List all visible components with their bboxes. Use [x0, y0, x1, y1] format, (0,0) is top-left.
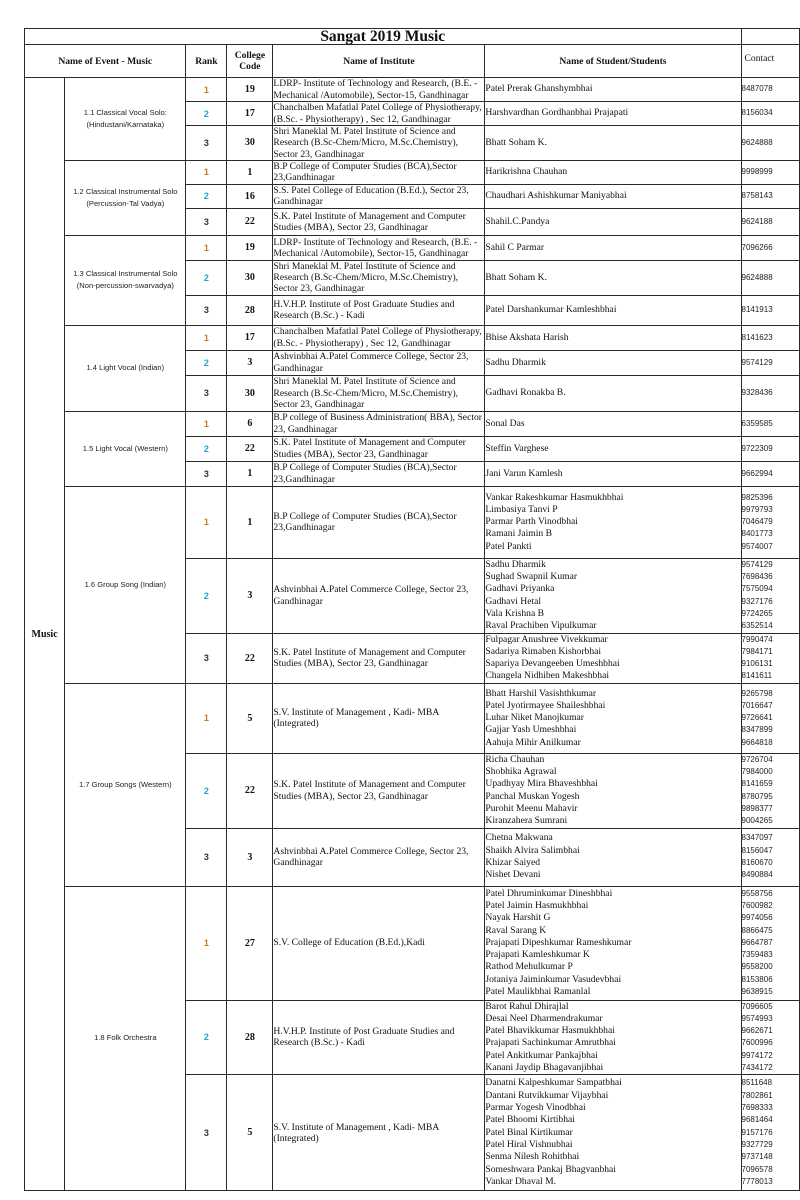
student-name: Gadhavi Priyanka	[485, 583, 555, 595]
student-name: Vala Krishna B	[485, 607, 545, 619]
students-cell	[485, 1075, 741, 1191]
student-name: Jani Varun Kamlesh	[485, 467, 563, 479]
rank-cell: 2	[186, 1000, 227, 1075]
college-code-cell: 1	[227, 486, 273, 558]
student-name: Harshvardhan Gordhanbhai Prajapati	[485, 107, 629, 119]
institute-cell: B.P College of Computer Studies (BCA),Sector 23,Gandhinagar	[273, 160, 485, 184]
institute-cell: S.S. Patel College of Education (B.Ed.), Sector 23, Gandhinagar	[273, 184, 485, 208]
college-code-cell: 28	[227, 295, 273, 325]
header-college-code: College Code	[227, 45, 273, 78]
contact-number: 9825396	[741, 492, 773, 502]
college-code-cell: 19	[227, 235, 273, 260]
contact-number: 8141659	[741, 779, 773, 789]
contact-number: 8347899	[741, 725, 773, 735]
contact-cell	[741, 886, 800, 1000]
college-code-cell: 30	[227, 260, 273, 295]
rank-cell: 3	[186, 208, 227, 235]
college-code-cell: 3	[227, 350, 273, 375]
institute-cell: LDRP- Institute of Technology and Research, (B.E. - Mechanical /Automobile), Sector-15, Gandhinagar	[273, 235, 485, 260]
student-name: Bhatt Harshil Vasishthkumar	[485, 687, 597, 699]
student-name: Gajjar Yash Umeshbhai	[485, 724, 577, 736]
student-name: Richa Chauhan	[485, 753, 545, 765]
contact-number: 9327729	[741, 1139, 773, 1149]
contact-cell	[741, 184, 800, 208]
contact-number: 7984171	[741, 646, 773, 656]
rank-cell: 1	[186, 486, 227, 558]
contact-number: 8758143	[741, 191, 773, 201]
institute-cell: Shri Maneklal M. Patel Institute of Science and Research (B.Sc-Chem/Micro, M.Sc.Chemistry), Sector 23, Gandhinagar	[273, 375, 485, 411]
contact-cell	[741, 260, 800, 295]
students-cell	[485, 126, 741, 161]
rank-cell: 1	[186, 411, 227, 436]
student-name: Harikrishna Chauhan	[485, 166, 568, 178]
student-name: Kanani Jaydip Bhagavanjibhai	[485, 1062, 604, 1074]
contact-cell	[741, 102, 800, 126]
contact-number: 8487078	[741, 84, 773, 94]
title-spacer-cell	[741, 29, 800, 45]
contact-cell	[741, 436, 800, 461]
college-code-cell: 1	[227, 461, 273, 486]
institute-cell: Shri Maneklal M. Patel Institute of Science and Research (B.Sc-Chem/Micro, M.Sc.Chemistry), Sector 23, Gandhinagar	[273, 126, 485, 161]
rank-cell: 1	[186, 325, 227, 350]
student-name: Parmar Yogesh Vinodbhai	[485, 1102, 586, 1114]
student-name: Shahil.C.Pandya	[485, 215, 550, 227]
institute-cell: Ashvinbhai A.Patel Commerce College, Sector 23, Gandhinagar	[273, 350, 485, 375]
contact-cell	[741, 375, 800, 411]
institute-cell: S.V. Institute of Management , Kadi- MBA (Integrated)	[273, 1075, 485, 1191]
college-code-cell: 6	[227, 411, 273, 436]
results-table	[24, 28, 800, 1191]
table-row	[25, 486, 800, 558]
student-name: Patel Jaimin Hasmukhbhai	[485, 899, 589, 911]
student-name: Senma Nilesh Rohitbhai	[485, 1151, 580, 1163]
contact-number: 7698333	[741, 1103, 773, 1113]
institute-cell: Chanchalben Mafatlal Patel College of Physiotherapy, (B.Sc. - Physiotherapy) , Sec 12, Gandhinagar	[273, 102, 485, 126]
contact-number: 9979793	[741, 504, 773, 514]
contact-number: 7990474	[741, 634, 773, 644]
contact-number: 9004265	[741, 816, 773, 826]
contact-number: 7359483	[741, 950, 773, 960]
rank-cell: 3	[186, 828, 227, 886]
students-cell	[485, 208, 741, 235]
student-name: Vankar Rakeshkumar Hasmukhbhai	[485, 491, 624, 503]
header-event: Name of Event - Music	[25, 45, 186, 78]
college-code-cell: 5	[227, 1075, 273, 1191]
institute-cell: H.V.H.P. Institute of Post Graduate Studies and Research (B.Sc.) - Kadi	[273, 1000, 485, 1075]
students-cell	[485, 78, 741, 102]
header-rank: Rank	[186, 45, 227, 78]
contact-cell	[741, 126, 800, 161]
student-name: Changela Nidhiben Makeshbhai	[485, 670, 610, 682]
table-row	[25, 235, 800, 260]
college-code-cell: 16	[227, 184, 273, 208]
contact-number: 7600982	[741, 900, 773, 910]
contact-cell	[741, 160, 800, 184]
rank-cell: 1	[186, 78, 227, 102]
rank-cell: 2	[186, 102, 227, 126]
students-cell	[485, 436, 741, 461]
table-row	[25, 683, 800, 753]
rank-cell: 3	[186, 461, 227, 486]
students-cell	[485, 461, 741, 486]
contact-number: 9974172	[741, 1050, 773, 1060]
contact-number: 8160670	[741, 858, 773, 868]
table-row	[25, 78, 800, 102]
contact-number: 8511648	[741, 1078, 773, 1088]
contact-number: 7046479	[741, 517, 773, 527]
student-name: Jotaniya Jaiminkumar Vasudevbhai	[485, 973, 622, 985]
students-cell	[485, 828, 741, 886]
college-code-cell: 27	[227, 886, 273, 1000]
contact-cell	[741, 411, 800, 436]
contact-cell	[741, 828, 800, 886]
students-cell	[485, 753, 741, 828]
contact-number: 9624888	[741, 137, 773, 147]
institute-cell: Shri Maneklal M. Patel Institute of Science and Research (B.Sc-Chem/Micro, M.Sc.Chemistry), Sector 23, Gandhinagar	[273, 260, 485, 295]
student-name: Patel Dhruminkumar Dineshbhai	[485, 887, 613, 899]
students-cell	[485, 235, 741, 260]
student-name: Chetna Makwana	[485, 832, 553, 844]
contact-number: 9898377	[741, 803, 773, 813]
student-name: Prajapati Kamleshkumar K	[485, 949, 590, 961]
contact-number: 9662994	[741, 468, 773, 478]
contact-cell	[741, 683, 800, 753]
students-cell	[485, 375, 741, 411]
contact-number: 7434172	[741, 1063, 773, 1073]
contact-number: 9638915	[741, 987, 773, 997]
student-name: Purohit Meenu Mahavir	[485, 802, 578, 814]
rank-cell: 2	[186, 350, 227, 375]
students-cell	[485, 886, 741, 1000]
institute-cell: B.P College of Computer Studies (BCA),Sector 23,Gandhinagar	[273, 461, 485, 486]
rank-cell: 2	[186, 260, 227, 295]
contact-number: 7778013	[741, 1176, 773, 1186]
results-sheet	[24, 28, 800, 1191]
student-name: Ramani Jaimin B	[485, 528, 553, 540]
contact-number: 9558200	[741, 962, 773, 972]
contact-number: 9664787	[741, 937, 773, 947]
header-institute: Name of Institute	[273, 45, 485, 78]
student-name: Sadhu Dharmik	[485, 558, 546, 570]
contact-number: 9574993	[741, 1013, 773, 1023]
student-name: Vankar Dhaval M.	[485, 1175, 557, 1187]
students-cell	[485, 633, 741, 683]
student-name: Limbasiya Tanvi P	[485, 503, 558, 515]
students-cell	[485, 260, 741, 295]
contact-number: 9558756	[741, 888, 773, 898]
contact-number: 9998999	[741, 167, 773, 177]
students-cell	[485, 683, 741, 753]
college-code-cell: 17	[227, 102, 273, 126]
category-cell: Music	[25, 78, 65, 1191]
student-name: Patel Jyotirmayee Shaileshbhai	[485, 699, 606, 711]
student-name: Steffin Varghese	[485, 442, 549, 454]
student-name: Raval Prachiben Vipulkumar	[485, 620, 597, 632]
students-cell	[485, 486, 741, 558]
contact-number: 7802861	[741, 1090, 773, 1100]
student-name: Danatni Kalpeshkumar Sampatbhai	[485, 1077, 622, 1089]
student-name: Sadhu Dharmik	[485, 356, 546, 368]
student-name: Nishet Devani	[485, 869, 541, 881]
contact-number: 8141913	[741, 305, 773, 315]
college-code-cell: 17	[227, 325, 273, 350]
institute-cell: Ashvinbhai A.Patel Commerce College, Sector 23, Gandhinagar	[273, 558, 485, 633]
institute-cell: LDRP- Institute of Technology and Research, (B.E. - Mechanical /Automobile), Sector-15, Gandhinagar	[273, 78, 485, 102]
students-cell	[485, 295, 741, 325]
event-name-cell: 1.6 Group Song (Indian)	[65, 486, 186, 683]
event-name-cell: 1.8 Folk Orchestra	[65, 886, 186, 1191]
contact-number: 8156034	[741, 108, 773, 118]
institute-cell: B.P College of Computer Studies (BCA),Sector 23,Gandhinagar	[273, 486, 485, 558]
student-name: Gadhavi Hetal	[485, 595, 542, 607]
students-cell	[485, 160, 741, 184]
event-name-cell: 1.7 Group Songs (Western)	[65, 683, 186, 886]
students-cell	[485, 411, 741, 436]
contact-number: 8141623	[741, 332, 773, 342]
event-name-cell: 1.3 Classical Instrumental Solo (Non-percussion-swarvadya)	[65, 235, 186, 325]
institute-cell: S.K. Patel Institute of Management and Computer Studies (MBA), Sector 23, Gandhinagar	[273, 753, 485, 828]
contact-number: 9574129	[741, 559, 773, 569]
college-code-cell: 5	[227, 683, 273, 753]
contact-number: 9722309	[741, 443, 773, 453]
institute-cell: H.V.H.P. Institute of Post Graduate Studies and Research (B.Sc.) - Kadi	[273, 295, 485, 325]
contact-cell	[741, 208, 800, 235]
rank-cell: 1	[186, 235, 227, 260]
student-name: Gadhavi Ronakba B.	[485, 387, 566, 399]
student-name: Panchal Muskan Yogesh	[485, 790, 580, 802]
rank-cell: 3	[186, 1075, 227, 1191]
college-code-cell: 30	[227, 126, 273, 161]
student-name: Sonal Das	[485, 417, 525, 429]
student-name: Luhar Niket Manojkumar	[485, 712, 584, 724]
rank-cell: 1	[186, 160, 227, 184]
contact-number: 9106131	[741, 659, 773, 669]
contact-cell	[741, 78, 800, 102]
student-name: Patel Maulikbhai Ramanlal	[485, 986, 591, 998]
college-code-cell: 30	[227, 375, 273, 411]
student-name: Bhatt Soham K.	[485, 271, 547, 283]
contact-number: 7096578	[741, 1164, 773, 1174]
institute-cell: S.V. College of Education (B.Ed.),Kadi	[273, 886, 485, 1000]
students-cell	[485, 325, 741, 350]
rank-cell: 3	[186, 295, 227, 325]
contact-number: 7698436	[741, 572, 773, 582]
rank-cell: 2	[186, 184, 227, 208]
contact-number: 9662671	[741, 1026, 773, 1036]
contact-number: 9157176	[741, 1127, 773, 1137]
student-name: Barot Rahul Dhirajlal	[485, 1000, 569, 1012]
college-code-cell: 22	[227, 633, 273, 683]
contact-cell	[741, 461, 800, 486]
institute-cell: S.K. Patel Institute of Management and Computer Studies (MBA), Sector 23, Gandhinagar	[273, 633, 485, 683]
students-cell	[485, 1000, 741, 1075]
contact-cell	[741, 486, 800, 558]
students-cell	[485, 102, 741, 126]
rank-cell: 3	[186, 633, 227, 683]
contact-number: 9574129	[741, 357, 773, 367]
students-cell	[485, 350, 741, 375]
contact-number: 6352514	[741, 621, 773, 631]
student-name: Shaikh Alvira Salimbhai	[485, 844, 580, 856]
college-code-cell: 28	[227, 1000, 273, 1075]
institute-cell: S.V. Institute of Management , Kadi- MBA (Integrated)	[273, 683, 485, 753]
header-row	[25, 45, 800, 78]
event-name-cell: 1.4 Light Vocal (Indian)	[65, 325, 186, 411]
contact-number: 8141611	[741, 671, 773, 681]
contact-cell	[741, 350, 800, 375]
contact-cell	[741, 295, 800, 325]
college-code-cell: 22	[227, 436, 273, 461]
rank-cell: 3	[186, 126, 227, 161]
student-name: Khizar Saiyed	[485, 857, 541, 869]
event-name-cell: 1.1 Classical Vocal Solo: (Hindustani/Karnataka)	[65, 78, 186, 161]
rank-cell: 1	[186, 886, 227, 1000]
student-name: Prajapati Sachinkumar Amrutbhai	[485, 1037, 616, 1049]
contact-cell	[741, 753, 800, 828]
student-name: Patel Ankitkumar Pankajbhai	[485, 1049, 598, 1061]
rank-cell: 2	[186, 558, 227, 633]
event-name-cell: 1.5 Light Vocal (Western)	[65, 411, 186, 486]
contact-number: 9664818	[741, 737, 773, 747]
contact-number: 7016647	[741, 700, 773, 710]
student-name: Patel Hiral Vishnubhai	[485, 1138, 573, 1150]
student-name: Desai Neel Dharmendrakumar	[485, 1012, 603, 1024]
table-title: Sangat 2019 Music	[25, 29, 742, 45]
student-name: Fulpagar Anushree Vivekkumar	[485, 633, 608, 645]
student-name: Sughad Swapnil Kumar	[485, 571, 578, 583]
student-name: Upadhyay Mira Bhaveshbhai	[485, 778, 598, 790]
student-name: Parmar Parth Vinodbhai	[485, 516, 578, 528]
contact-number: 8866475	[741, 925, 773, 935]
college-code-cell: 22	[227, 208, 273, 235]
table-row	[25, 325, 800, 350]
contact-number: 7984000	[741, 767, 773, 777]
rank-cell: 1	[186, 683, 227, 753]
contact-number: 9574007	[741, 541, 773, 551]
institute-cell: B.P college of Business Administration( BBA), Sector 23, Gandhinagar	[273, 411, 485, 436]
student-name: Patel Bhoomi Kirtibhai	[485, 1114, 575, 1126]
rank-cell: 2	[186, 436, 227, 461]
college-code-cell: 3	[227, 828, 273, 886]
contact-number: 8347097	[741, 833, 773, 843]
contact-number: 7096266	[741, 242, 773, 252]
table-row	[25, 411, 800, 436]
contact-number: 7096605	[741, 1001, 773, 1011]
contact-number: 9737148	[741, 1152, 773, 1162]
student-name: Bhise Akshata Harish	[485, 331, 569, 343]
institute-cell: S.K. Patel Institute of Management and Computer Studies (MBA), Sector 23, Gandhinagar	[273, 208, 485, 235]
student-name: Aahuja Mihir Anilkumar	[485, 736, 581, 748]
student-name: Sadariya Rimaben Kishorbhai	[485, 645, 602, 657]
header-contact: Contact	[741, 45, 800, 78]
institute-cell: S.K. Patel Institute of Management and Computer Studies (MBA), Sector 23, Gandhinagar	[273, 436, 485, 461]
student-name: Patel Binal Kirtikumar	[485, 1126, 573, 1138]
table-row	[25, 160, 800, 184]
students-cell	[485, 184, 741, 208]
student-name: Sapariya Devangeeben Umeshbhai	[485, 658, 620, 670]
contact-number: 8153806	[741, 974, 773, 984]
contact-cell	[741, 325, 800, 350]
contact-number: 8401773	[741, 529, 773, 539]
contact-cell	[741, 1000, 800, 1075]
student-name: Dantani Rutvikkumar Vijaybhai	[485, 1089, 609, 1101]
student-name: Chaudhari Ashishkumar Maniyabhai	[485, 190, 627, 202]
contact-cell	[741, 558, 800, 633]
student-name: Bhatt Soham K.	[485, 136, 547, 148]
rank-cell: 3	[186, 375, 227, 411]
student-name: Patel Bhavikkumar Hasmukhbhai	[485, 1025, 615, 1037]
student-name: Sahil C Parmar	[485, 241, 545, 253]
college-code-cell: 19	[227, 78, 273, 102]
header-students: Name of Student/Students	[485, 45, 741, 78]
contact-number: 8156047	[741, 845, 773, 855]
title-row	[25, 29, 800, 45]
contact-number: 9327176	[741, 596, 773, 606]
contact-number: 9328436	[741, 388, 773, 398]
contact-cell	[741, 633, 800, 683]
student-name: Prajapati Dipeshkumar Rameshkumar	[485, 936, 632, 948]
college-code-cell: 22	[227, 753, 273, 828]
contact-number: 9974056	[741, 913, 773, 923]
event-name-cell: 1.2 Classical Instrumental Solo (Percussion-Tal Vadya)	[65, 160, 186, 235]
contact-number: 9726704	[741, 754, 773, 764]
institute-cell: Ashvinbhai A.Patel Commerce College, Sector 23, Gandhinagar	[273, 828, 485, 886]
contact-number: 9726641	[741, 713, 773, 723]
student-name: Patel Pankti	[485, 540, 532, 552]
institute-cell: Chanchalben Mafatlal Patel College of Physiotherapy, (B.Sc. - Physiotherapy) , Sec 12, Gandhinagar	[273, 325, 485, 350]
contact-number: 9624188	[741, 216, 773, 226]
student-name: Someshwara Pankaj Bhagvanbhai	[485, 1163, 616, 1175]
contact-number: 8780795	[741, 791, 773, 801]
college-code-cell: 1	[227, 160, 273, 184]
students-cell	[485, 558, 741, 633]
contact-number: 6359585	[741, 418, 773, 428]
contact-number: 7600996	[741, 1038, 773, 1048]
student-name: Shobhika Agrawal	[485, 766, 557, 778]
contact-number: 7575094	[741, 584, 773, 594]
student-name: Rathod Mehulkumar P	[485, 961, 573, 973]
student-name: Nayak Harshit G	[485, 912, 551, 924]
contact-number: 9265798	[741, 688, 773, 698]
contact-cell	[741, 235, 800, 260]
student-name: Patel Prerak Ghanshymbhai	[485, 83, 593, 95]
student-name: Raval Sarang K	[485, 924, 547, 936]
contact-number: 9724265	[741, 608, 773, 618]
student-name: Kiranzahera Sumrani	[485, 815, 568, 827]
contact-cell	[741, 1075, 800, 1191]
college-code-cell: 3	[227, 558, 273, 633]
student-name: Patel Darshankumar Kamleshbhai	[485, 304, 617, 316]
contact-number: 9681464	[741, 1115, 773, 1125]
table-row	[25, 886, 800, 1000]
contact-number: 8490884	[741, 870, 773, 880]
contact-number: 9624888	[741, 272, 773, 282]
rank-cell: 2	[186, 753, 227, 828]
